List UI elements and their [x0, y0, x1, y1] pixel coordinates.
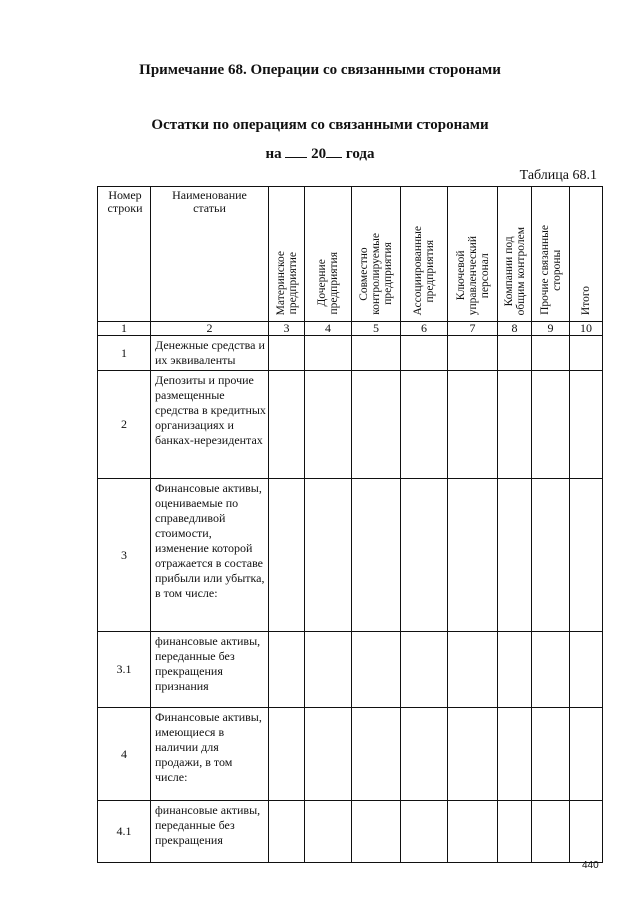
balances-table: [97, 186, 603, 863]
value-cell: [269, 632, 305, 708]
value-cell: [401, 708, 448, 801]
column-numbers-row: [98, 322, 603, 336]
row-number: 3: [98, 479, 151, 632]
page-number: 440: [582, 860, 599, 871]
value-cell: [352, 801, 401, 863]
column-number: 1: [98, 322, 151, 336]
row-number: 2: [98, 371, 151, 479]
value-cell: [401, 632, 448, 708]
row-name: Депозиты и прочие размещенные средства в кредитных организациях и банках-нерезидентах: [151, 371, 269, 479]
header-total: Итого: [570, 187, 603, 322]
value-cell: [570, 801, 603, 863]
header-row: [98, 187, 603, 322]
header-item-name: Наименование статьи: [151, 187, 269, 322]
value-cell: [498, 632, 532, 708]
value-cell: [269, 336, 305, 371]
value-cell: [305, 336, 352, 371]
row-name: Финансовые активы, оцениваемые по справедливой стоимости, изменение которой отражается в составе прибыли или убытка, в том числе:: [151, 479, 269, 632]
value-cell: [570, 479, 603, 632]
table-row: [98, 708, 603, 801]
value-cell: [532, 708, 570, 801]
table-caption: Таблица 68.1: [519, 168, 597, 183]
date-blank-year: [326, 144, 342, 158]
value-cell: [448, 336, 498, 371]
table-row: [98, 371, 603, 479]
header-associates: Ассоциированные предприятия: [401, 187, 448, 322]
value-cell: [532, 632, 570, 708]
header-subsidiaries: Дочерние предприятия: [305, 187, 352, 322]
value-cell: [448, 708, 498, 801]
value-cell: [532, 336, 570, 371]
value-cell: [532, 801, 570, 863]
column-number: 2: [151, 322, 269, 336]
header-row-number: Номер строки: [98, 187, 151, 322]
value-cell: [401, 371, 448, 479]
value-cell: [305, 801, 352, 863]
value-cell: [532, 371, 570, 479]
value-cell: [498, 708, 532, 801]
value-cell: [269, 708, 305, 801]
value-cell: [352, 632, 401, 708]
value-cell: [448, 632, 498, 708]
table-row: [98, 632, 603, 708]
column-number: 10: [570, 322, 603, 336]
table-row: [98, 479, 603, 632]
row-number: 4: [98, 708, 151, 801]
date-suffix: года: [345, 146, 375, 162]
row-name: Финансовые активы, имеющиеся в наличии для продажи, в том числе:: [151, 708, 269, 801]
value-cell: [305, 632, 352, 708]
row-name: Денежные средства и их эквиваленты: [151, 336, 269, 371]
column-number: 4: [305, 322, 352, 336]
value-cell: [352, 336, 401, 371]
row-name: финансовые активы, переданные без прекращения признания: [151, 632, 269, 708]
value-cell: [401, 479, 448, 632]
date-line: [0, 144, 640, 163]
value-cell: [570, 336, 603, 371]
value-cell: [448, 479, 498, 632]
value-cell: [570, 371, 603, 479]
value-cell: [352, 708, 401, 801]
column-number: 3: [269, 322, 305, 336]
value-cell: [269, 371, 305, 479]
value-cell: [498, 336, 532, 371]
value-cell: [401, 336, 448, 371]
date-year: 20: [311, 146, 327, 162]
value-cell: [305, 479, 352, 632]
row-name: финансовые активы, переданные без прекращения: [151, 801, 269, 863]
table-row: [98, 801, 603, 863]
value-cell: [570, 632, 603, 708]
value-cell: [498, 479, 532, 632]
table-subtitle: Остатки по операциям со связанными сторонами: [151, 117, 489, 133]
value-cell: [448, 801, 498, 863]
column-number: 6: [401, 322, 448, 336]
column-number: 5: [352, 322, 401, 336]
row-number: 1: [98, 336, 151, 371]
row-number: 4.1: [98, 801, 151, 863]
header-key-personnel: Ключевой управленческий персонал: [448, 187, 498, 322]
date-blank-day: [285, 144, 307, 158]
value-cell: [352, 371, 401, 479]
value-cell: [305, 708, 352, 801]
row-number: 3.1: [98, 632, 151, 708]
value-cell: [305, 371, 352, 479]
value-cell: [269, 801, 305, 863]
header-other-parties: Прочие связанные стороны: [532, 187, 570, 322]
value-cell: [401, 801, 448, 863]
value-cell: [532, 479, 570, 632]
date-prefix: на: [265, 146, 282, 162]
value-cell: [570, 708, 603, 801]
value-cell: [352, 479, 401, 632]
column-number: 7: [448, 322, 498, 336]
value-cell: [498, 371, 532, 479]
column-number: 9: [532, 322, 570, 336]
header-joint-ventures: Совместно контролируемые предприятия: [352, 187, 401, 322]
value-cell: [448, 371, 498, 479]
header-parent: Материнское предприятие: [269, 187, 305, 322]
note-title: Примечание 68. Операции со связанными сторонами: [139, 62, 501, 78]
value-cell: [269, 479, 305, 632]
table-row: [98, 336, 603, 371]
header-common-control: Компании под общим контролем: [498, 187, 532, 322]
value-cell: [498, 801, 532, 863]
column-number: 8: [498, 322, 532, 336]
